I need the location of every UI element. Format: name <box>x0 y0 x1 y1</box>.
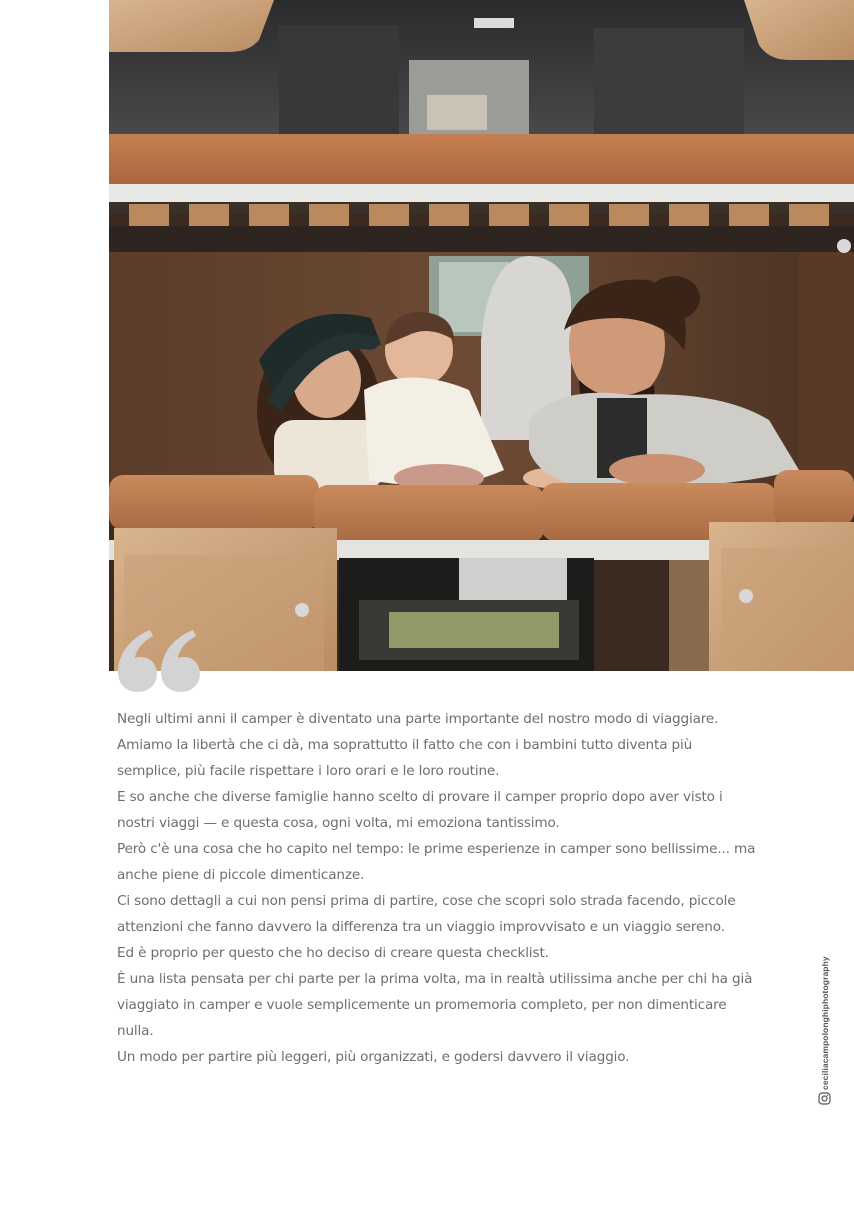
paragraph: E so anche che diverse famiglie hanno scelto di provare il camper proprio dopo aver visto i nostri viaggi — e questa cosa, ogni volta, mi emoziona tantissimo. <box>117 789 723 831</box>
hero-photo <box>109 0 854 671</box>
paragraph: Un modo per partire più leggeri, più organizzati, e godersi davvero il viaggio. <box>117 1049 630 1065</box>
instagram-icon[interactable] <box>818 1092 831 1105</box>
paragraph: È una lista pensata per chi parte per la prima volta, ma in realtà utilissima anche per chi ha già viaggiato in camper e vuole semplicemente un promemoria completo, per non dimenticare nulla. <box>117 971 753 1039</box>
paragraph: Però c'è una cosa che ho capito nel tempo: le prime esperienze in camper sono bellissime... ma anche piene di piccole dimenticanze. <box>117 841 756 883</box>
social-credit[interactable] <box>812 956 838 1110</box>
paragraph: Amiamo la libertà che ci dà, ma soprattutto il fatto che con i bambini tutto diventa più semplice, più facile rispettare i loro orari e le loro routine. <box>117 737 693 779</box>
paragraph: Negli ultimi anni il camper è diventato una parte importante del nostro modo di viaggiare. <box>117 711 719 727</box>
social-handle[interactable]: ceciliacampolonghiphotography <box>820 956 830 1090</box>
paragraph: Ci sono dettagli a cui non pensi prima di partire, cose che scopri solo strada facendo, piccole attenzioni che fanno davvero la differenza tra un viaggio improvvisato e un viaggio sereno. <box>117 893 736 935</box>
quote-open-icon <box>118 626 204 696</box>
intro-text <box>117 706 757 1070</box>
paragraph: Ed è proprio per questo che ho deciso di creare questa checklist. <box>117 945 549 961</box>
